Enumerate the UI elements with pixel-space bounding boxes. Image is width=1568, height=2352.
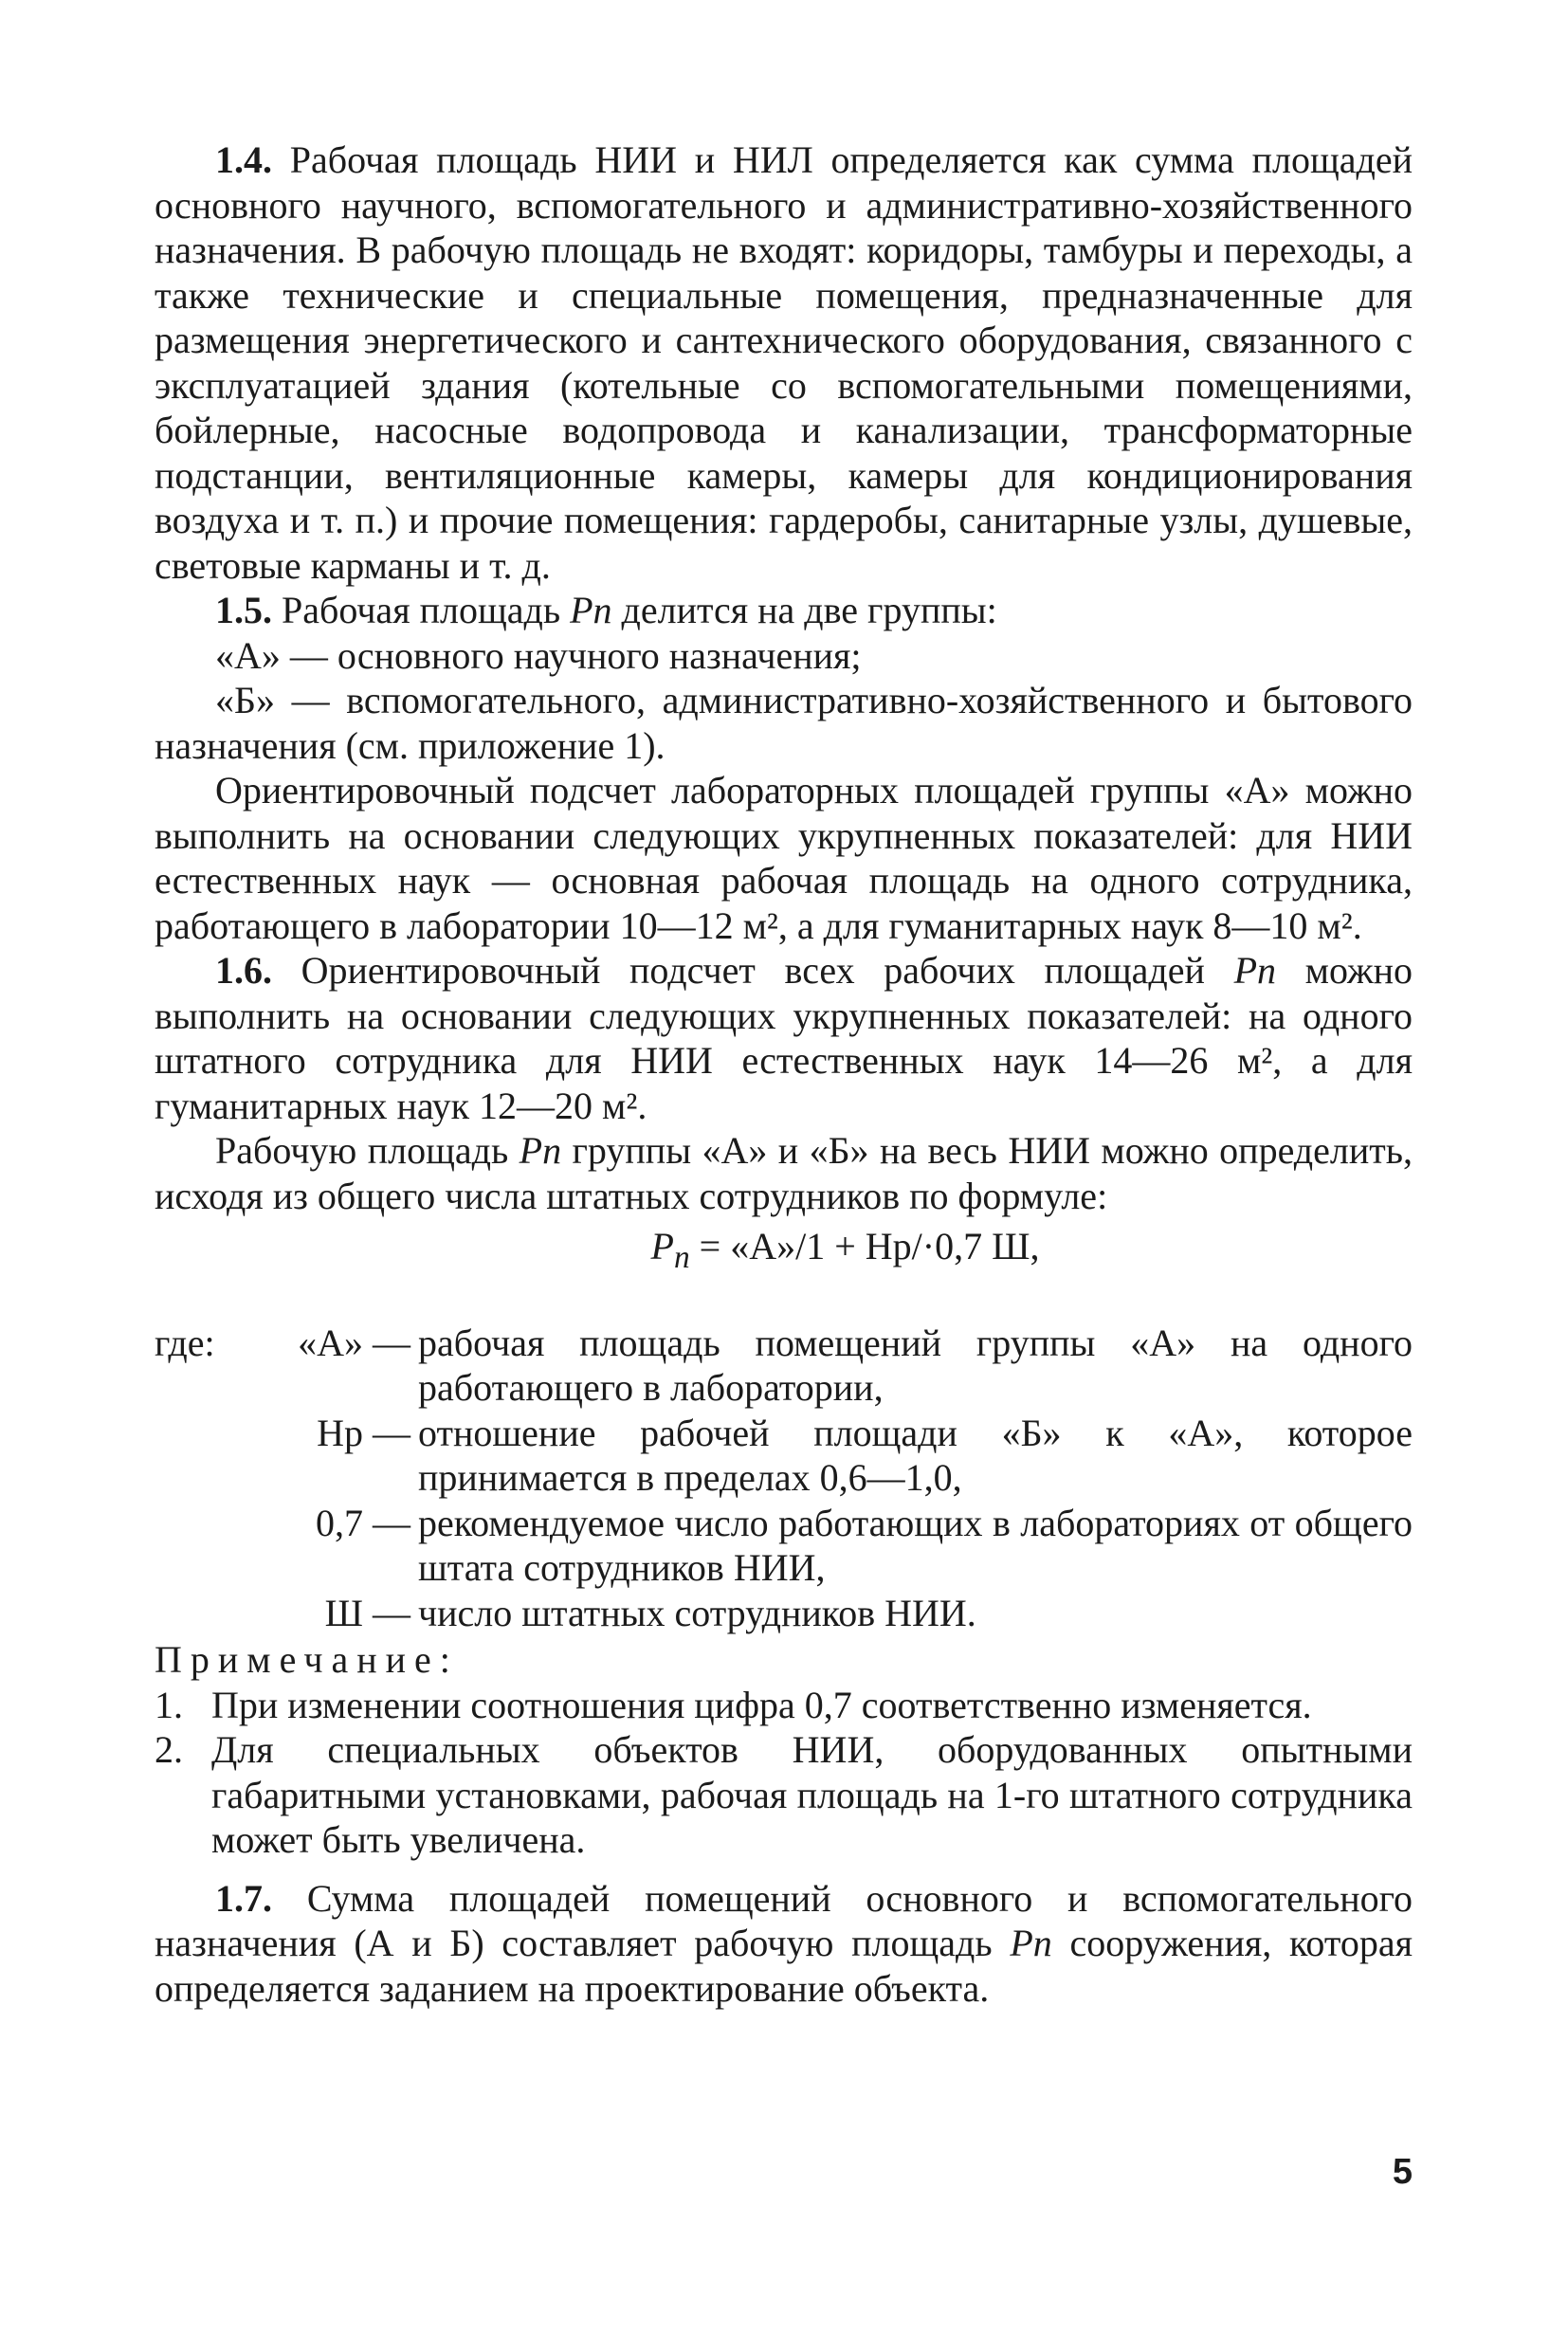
section-1-7 xyxy=(155,1876,1413,2012)
definition-staff xyxy=(155,1591,1413,1636)
where-label: где: xyxy=(155,1321,215,1364)
note-item-2 xyxy=(155,1727,1413,1863)
formula-intro-after: группы «А» и «Б» на весь НИИ можно определить, исходя из общего числа штатных сотрудников по формуле: xyxy=(155,1129,1413,1217)
definition-text: число штатных сотрудников НИИ. xyxy=(418,1591,976,1634)
work-area-symbol: Pn xyxy=(570,589,612,631)
section-1-4 xyxy=(155,137,1413,588)
section-text-before: Рабочая площадь xyxy=(282,589,571,631)
section-1-6 xyxy=(155,948,1413,1128)
section-text-after: можно выполнить на основании следующих укрупненных показателей: на одного штатного сотрудника для НИИ естественных наук 14—26 м², а для гуманитарных наук 12—20 м². xyxy=(155,949,1413,1127)
work-area-symbol: Pn xyxy=(1233,949,1277,992)
note-text: Для специальных объектов НИИ, оборудованных опытными габаритными установками, рабочая площадь на 1-го штатного сотрудника может быть увеличена. xyxy=(211,1728,1413,1861)
section-text: Рабочая площадь НИИ и НИЛ определяется как сумма площадей основного научного, вспомогательного и административно-хозяйственного назначения. В рабочую площадь не входят: коридоры, тамбуры и переходы, а также технические и специальные помещения, предназначенные для размещения энергетического и сантехнического оборудования, связанного с эксплуатацией здания (котельные со вспомогательными помещениями, бойлерные, насосные водопровода и канализации, трансформаторные подстанции, вентиляционные камеры, камеры для кондиционирования воздуха и т. п.) и прочие помещения: гардеробы, санитарные узлы, душевые, световые карманы и т. д. xyxy=(155,138,1413,587)
page-number: 5 xyxy=(1392,2152,1413,2192)
section-text-before: Сумма площадей помещений основного и вспомогательного назначения (А и Б) составляет рабочую площадь xyxy=(155,1876,1413,1964)
formula-lhs: P xyxy=(650,1225,674,1267)
group-b-definition: «Б» — вспомогательного, административно-хозяйственного и бытового назначения (см. приложение 1). xyxy=(155,679,1413,767)
formula-subscript: n xyxy=(673,1240,690,1275)
definition-key: 0,7 — xyxy=(316,1501,410,1544)
section-number: 1.4. xyxy=(215,138,272,181)
definition-text: отношение рабочей площади «Б» к «А», которое принимается в пределах 0,6—1,0, xyxy=(418,1411,1413,1499)
section-text-before: Ориентировочный подсчет всех рабочих площадей xyxy=(301,949,1234,992)
formula-intro-before: Рабочую площадь xyxy=(215,1129,520,1172)
section-number: 1.6. xyxy=(215,949,272,992)
formula-intro xyxy=(155,1128,1413,1218)
definition-coefficient xyxy=(155,1501,1413,1591)
definition-key: «А» — xyxy=(298,1321,410,1364)
work-area-symbol: Pn xyxy=(1010,1922,1052,1964)
definition-key: Нр — xyxy=(317,1411,410,1454)
work-area-symbol: Pn xyxy=(519,1129,562,1172)
definition-text: рекомендуемое число работающих в лабораториях от общего штата сотрудников НИИ, xyxy=(418,1501,1413,1589)
note-number: 2. xyxy=(155,1728,183,1771)
section-number: 1.7. xyxy=(215,1876,272,1920)
note-item-1 xyxy=(155,1683,1413,1728)
definition-hr xyxy=(155,1411,1413,1501)
section-1-5 xyxy=(155,588,1413,633)
section-number: 1.5. xyxy=(215,589,272,631)
formula-rhs: = «А»/1 + Нр/·0,7 Ш, xyxy=(689,1225,1040,1267)
area-formula xyxy=(155,1224,1413,1281)
note-text: При изменении соотношения цифра 0,7 соответственно изменяется. xyxy=(211,1683,1312,1726)
definition-key: Ш — xyxy=(324,1591,410,1634)
note-number: 1. xyxy=(155,1683,183,1726)
document-page xyxy=(155,137,1413,2011)
definition-a xyxy=(155,1321,1413,1411)
note-title: Примечание: xyxy=(155,1638,459,1681)
lab-area-estimate: Ориентировочный подсчет лабораторных площадей группы «А» можно выполнить на основании следующих укрупненных показателей: для НИИ естественных наук — основная рабочая площадь на одного сотрудника, работающего в лаборатории 10—12 м², а для гуманитарных наук 8—10 м². xyxy=(155,769,1413,947)
definition-text: рабочая площадь помещений группы «А» на одного работающего в лаборатории, xyxy=(418,1321,1413,1409)
section-text-after: делится на две группы: xyxy=(611,589,997,631)
group-a-definition: «А» — основного научного назначения; xyxy=(215,633,862,677)
section-text-after: сооружения, которая определяется заданием на проектирование объекта. xyxy=(155,1922,1413,2010)
